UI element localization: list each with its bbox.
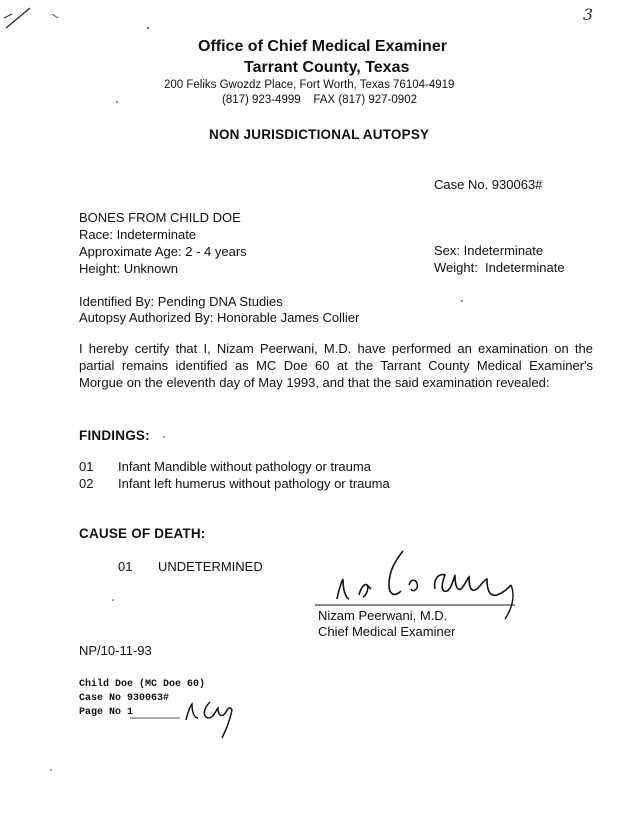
footer-case: Case No 930063# xyxy=(79,693,170,704)
cause-1-text: UNDETERMINED xyxy=(158,559,263,574)
certification-paragraph: I hereby certify that I, Nizam Peerwani, M.D. have performed an examination on the partial remains identified as MC Doe 60 at the Tarrant County Medical Examiner's Morgue on the eleventh day of May 1993, and that the said examination revealed: xyxy=(79,341,593,390)
subject-height: Height: Unknown xyxy=(79,261,178,276)
cause-of-death-heading: CAUSE OF DEATH: xyxy=(79,526,206,541)
subject-race: Race: Indeterminate xyxy=(79,227,197,242)
subject-name: BONES FROM CHILD DOE xyxy=(79,210,241,225)
finding-2-text: Infant left humerus without pathology or trauma xyxy=(118,476,390,491)
page-marker: 3 xyxy=(583,5,594,24)
subject-age: Approximate Age: 2 - 4 years xyxy=(79,244,247,259)
document-title: NON JURISDICTIONAL AUTOPSY xyxy=(209,127,430,142)
footer-subject: Child Doe (MC Doe 60) xyxy=(79,679,206,690)
subject-weight: Weight: Indeterminate xyxy=(434,260,565,275)
initials-date: NP/10-11-93 xyxy=(79,643,152,658)
footer-page: Page No 1 xyxy=(79,707,134,718)
office-address: 200 Feliks Gwozdz Place, Fort Worth, Texas 76104-4919 xyxy=(164,79,455,91)
office-phone-fax: (817) 923-4999 FAX (817) 927-0902 xyxy=(222,94,417,106)
cause-1-number: 01 xyxy=(118,559,133,574)
authorized-by: Autopsy Authorized By: Honorable James Collier xyxy=(79,310,360,325)
county-title: Tarrant County, Texas xyxy=(244,59,410,76)
office-title: Office of Chief Medical Examiner xyxy=(198,38,447,55)
identified-by: Identified By: Pending DNA Studies xyxy=(79,294,283,309)
signatory-name: Nizam Peerwani, M.D. xyxy=(318,608,448,623)
signatory-title: Chief Medical Examiner xyxy=(318,624,456,639)
findings-heading: FINDINGS: xyxy=(79,428,150,443)
case-number: Case No. 930063# xyxy=(434,177,543,192)
finding-1-text: Infant Mandible without pathology or trauma xyxy=(118,459,371,474)
subject-sex: Sex: Indeterminate xyxy=(434,243,544,258)
finding-1-number: 01 xyxy=(79,459,94,474)
finding-2-number: 02 xyxy=(79,476,94,491)
